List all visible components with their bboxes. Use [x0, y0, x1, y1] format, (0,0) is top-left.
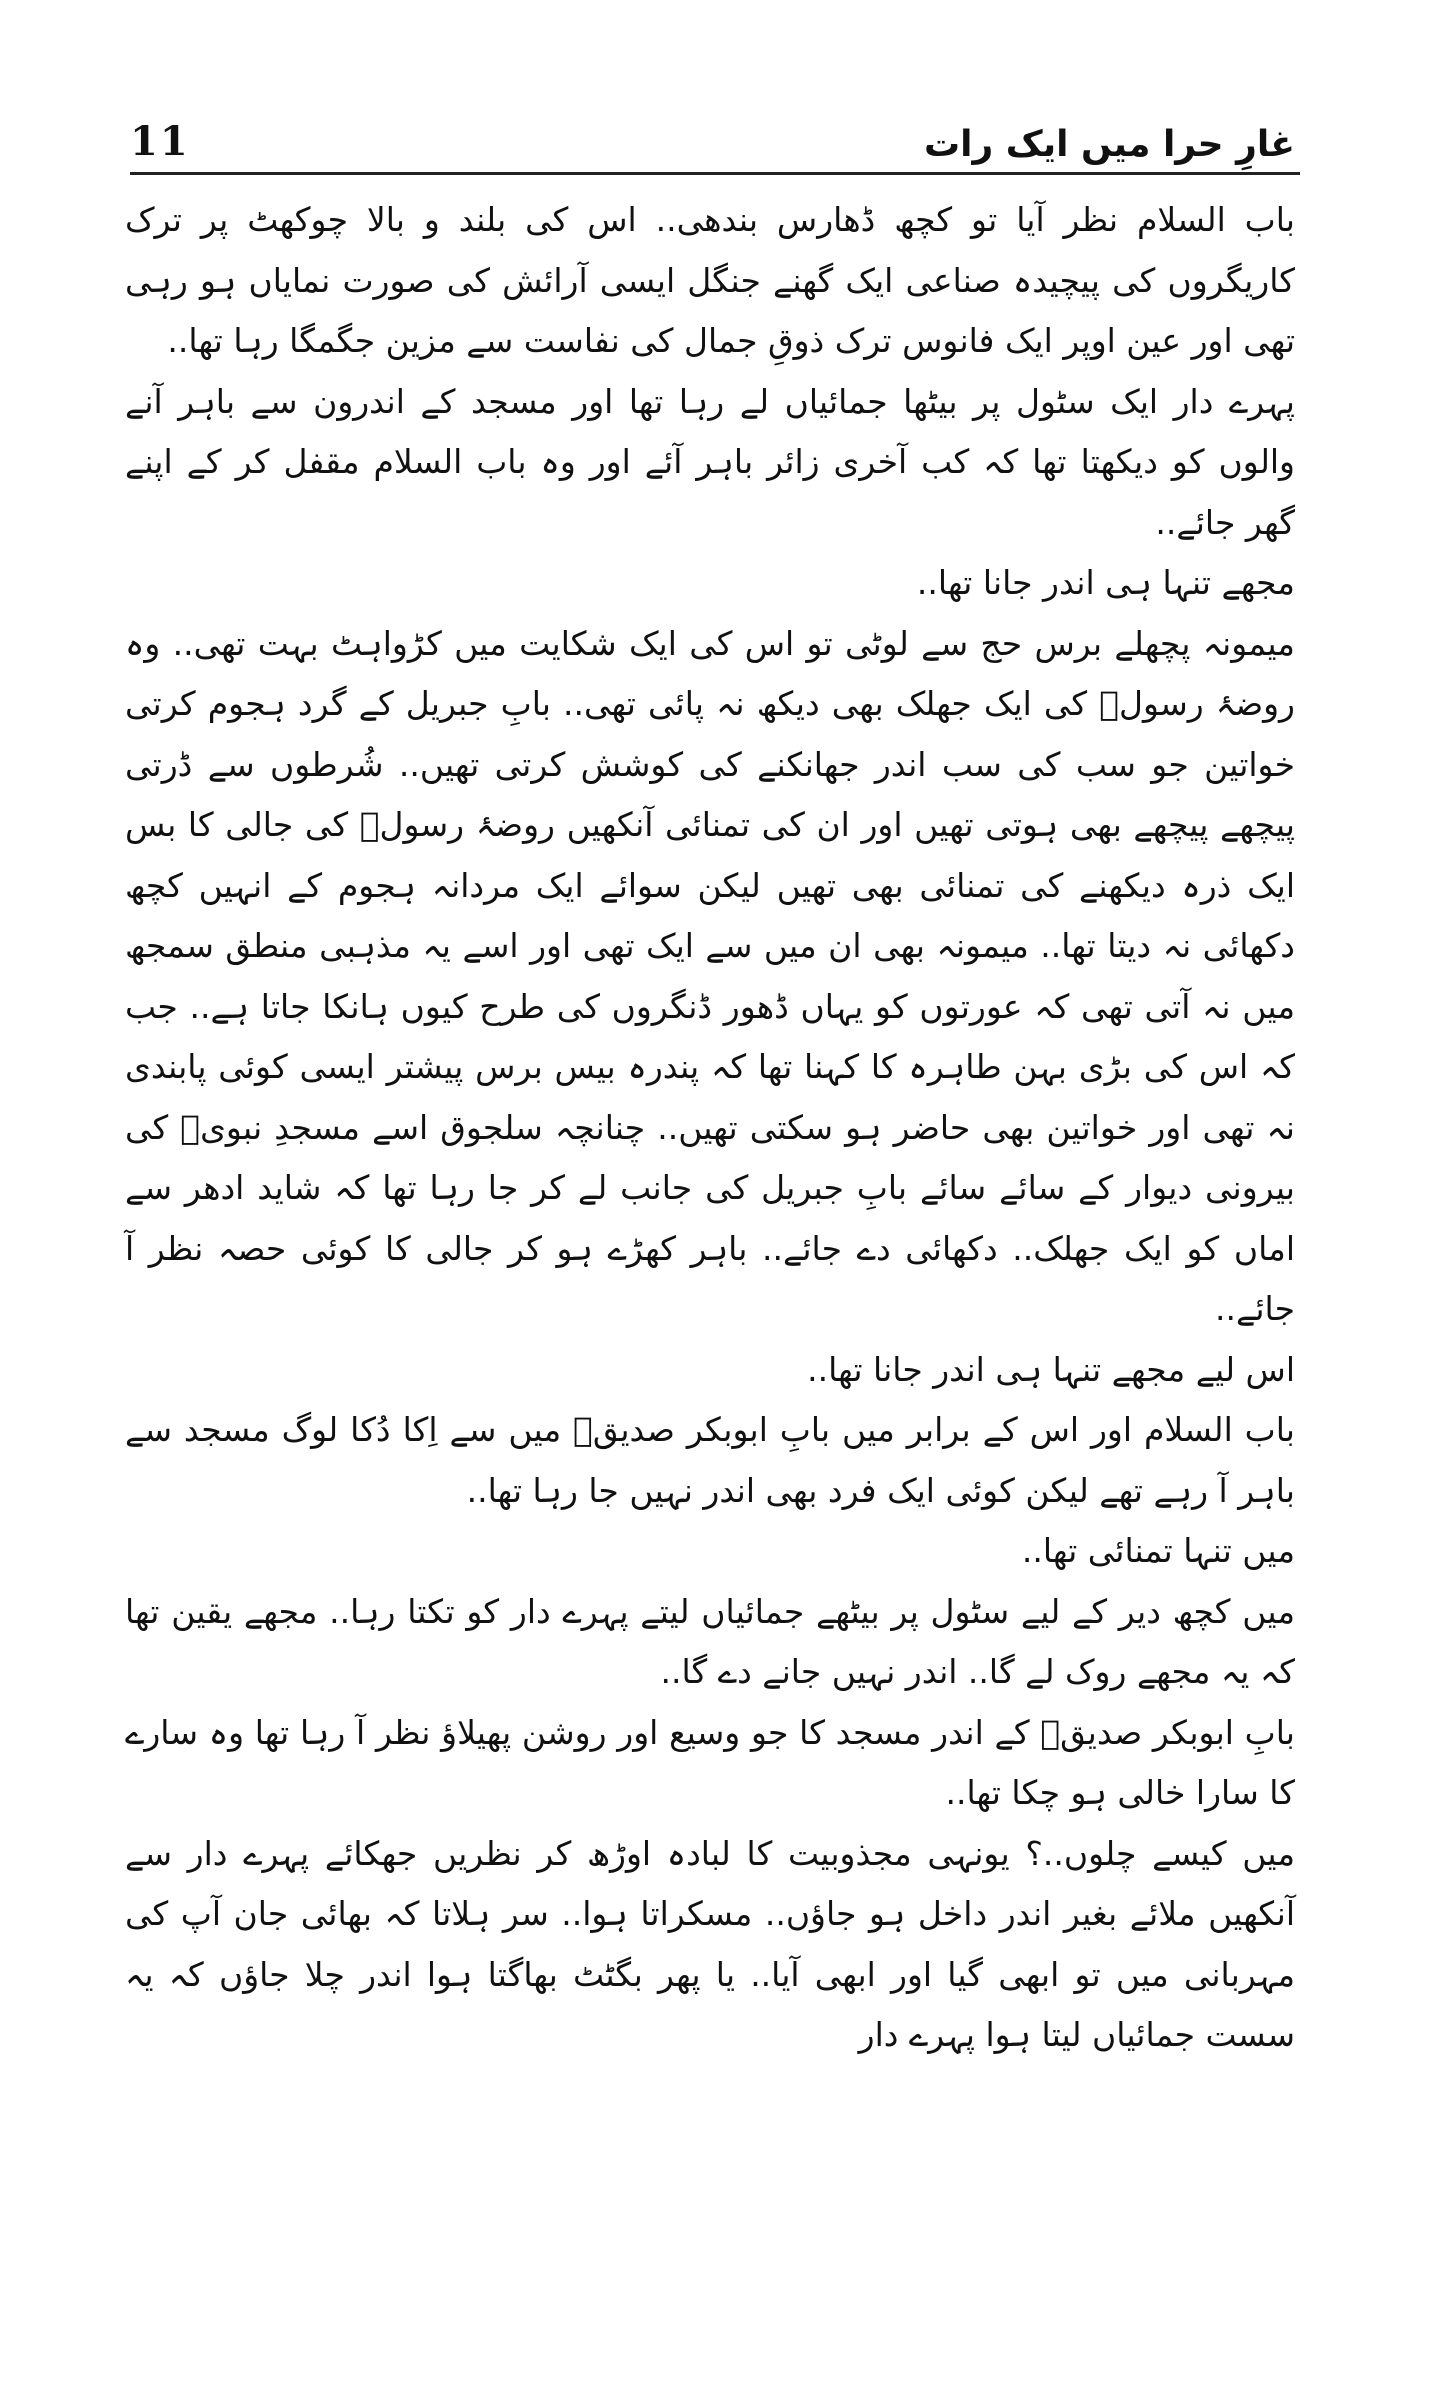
header-divider: [130, 172, 1300, 175]
paragraph: میمونہ پچھلے برس حج سے لوٹی تو اس کی ایک شکایت میں کڑواہٹ بہت تھی.. وہ روضۂ رسولؐ کی ایک جھلک بھی دیکھ نہ پائی تھی.. بابِ جبریل کے گرد ہجوم کرتی خواتین جو سب کی سب اندر جھانکنے کی کوشش کرتی تھیں.. شُرطوں سے ڈرتی پیچھے پیچھے بھی ہوتی تھیں اور ان کی تمنائی آنکھیں روضۂ رسولؐ کی جالی کا بس ایک ذرہ دیکھنے کی تمنائی بھی تھیں لیکن سوائے ایک مردانہ ہجوم کے انہیں کچھ دکھائی نہ دیتا تھا.. میمونہ بھی ان میں سے ایک تھی اور اسے یہ مذہبی منطق سمجھ میں نہ آتی تھی کہ عورتوں کو یہاں ڈھور ڈنگروں کی طرح کیوں ہانکا جاتا ہے.. جب کہ اس کی بڑی بہن طاہرہ کا کہنا تھا کہ پندرہ بیس برس پیشتر ایسی کوئی پابندی نہ تھی اور خواتین بھی حاضر ہو سکتی تھیں.. چنانچہ سلجوق اسے مسجدِ نبویؐ کی بیرونی دیوار کے سائے سائے بابِ جبریل کی جانب لے کر جا رہا تھا کہ شاید ادھر سے اماں کو ایک جھلک.. دکھائی دے جائے.. باہر کھڑے ہو کر جالی کا کوئی حصہ نظر آ جائے..: [125, 623, 1295, 1328]
paragraph: میں کچھ دیر کے لیے سٹول پر بیٹھے جمائیاں لیتے پہرے دار کو تکتا رہا.. مجھے یقین تھا کہ یہ مجھے روک لے گا.. اندر نہیں جانے دے گا..: [125, 1591, 1295, 1691]
page-header: [130, 105, 1295, 165]
paragraph: پہرے دار ایک سٹول پر بیٹھا جمائیاں لے رہا تھا اور مسجد کے اندرون سے باہر آنے والوں کو دیکھتا تھا کہ کب آخری زائر باہر آئے اور وہ باب السلام مقفل کر کے اپنے گھر جائے..: [125, 381, 1295, 542]
running-title: غارِ حرا میں ایک رات: [924, 124, 1295, 165]
paragraph: میں کیسے چلوں..؟ یونہی مجذوبیت کا لبادہ اوڑھ کر نظریں جھکائے پہرے دار سے آنکھیں ملائے بغیر اندر داخل ہو جاؤں.. مسکراتا ہوا.. سر ہلاتا کہ بھائی جان آپ کی مہربانی میں تو ابھی گیا اور ابھی آیا.. یا پھر بگٹٹ بھاگتا ہوا اندر چلا جاؤں کہ یہ سست جمائیاں لیتا ہوا پہرے دار: [125, 1833, 1295, 2054]
paragraph: بابِ ابوبکر صدیقؓ کے اندر مسجد کا جو وسیع اور روشن پھیلاؤ نظر آ رہا تھا وہ سارے کا سارا خالی ہو چکا تھا..: [125, 1712, 1295, 1812]
page-number: 11: [130, 118, 190, 165]
paragraph: باب السلام نظر آیا تو کچھ ڈھارس بندھی.. اس کی بلند و بالا چوکھٹ پر ترک کاریگروں کی پیچیدہ صناعی ایک گھنے جنگل ایسی آرائش کی صورت نمایاں ہو رہی تھی اور عین اوپر ایک فانوس ترک ذوقِ جمال کی نفاست سے مزین جگمگا رہا تھا..: [125, 200, 1295, 360]
page-body: [125, 190, 1295, 2066]
paragraph: مجھے تنہا ہی اندر جانا تھا..: [916, 563, 1295, 602]
paragraph: باب السلام اور اس کے برابر میں بابِ ابوبکر صدیقؓ میں سے اِکا دُکا لوگ مسجد سے باہر آ رہے تھے لیکن کوئی ایک فرد بھی اندر نہیں جا رہا تھا..: [125, 1410, 1295, 1510]
paragraph: اس لیے مجھے تنہا ہی اندر جانا تھا..: [807, 1349, 1295, 1389]
paragraph: میں تنہا تمنائی تھا..: [1021, 1531, 1295, 1570]
